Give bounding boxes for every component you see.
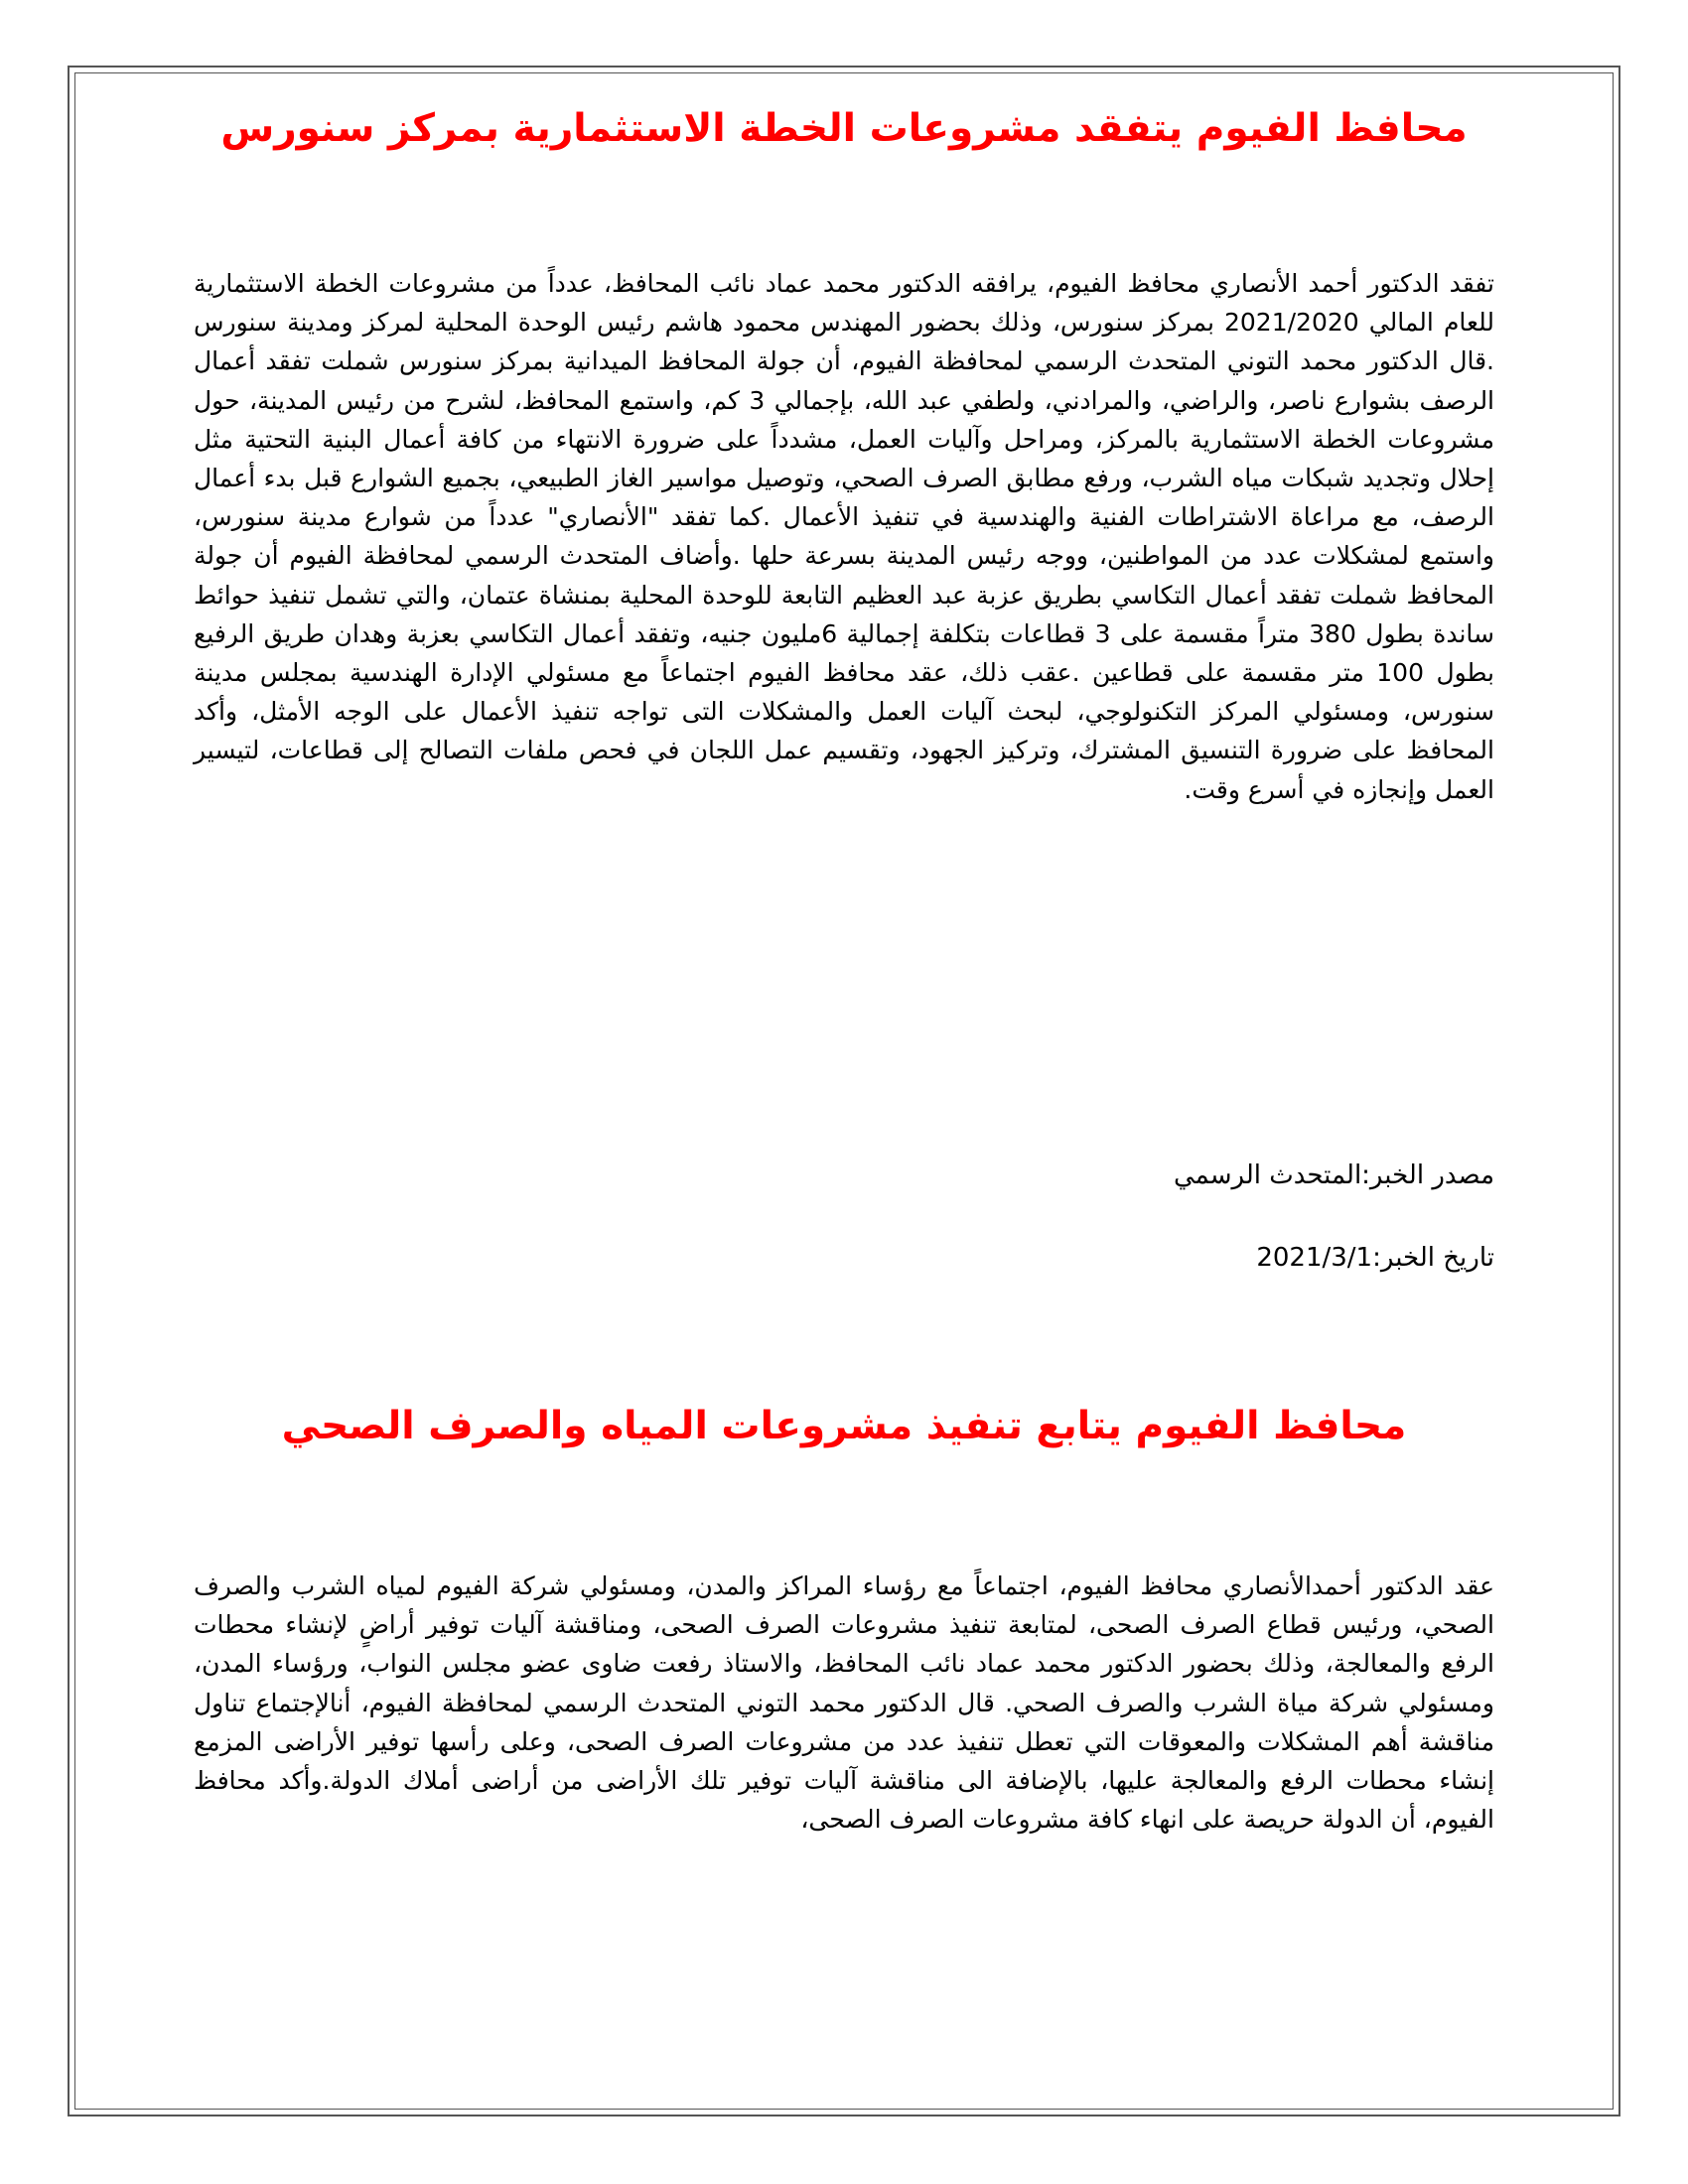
article-1-body: تفقد الدكتور أحمد الأنصاري محافظ الفيوم، يرافقه الدكتور محمد عماد نائب المحافظ، عدداً من مشروعات الخطة الاستثمارية للعام المالي 2021/2020 بمركز سنورس، وذلك بحضور المهندس محمود هاشم رئيس الوحدة المحلية لمركز ومدينة سنورس .قال الدكتور محمد التوني المتحدث الرسمي لمحافظة الفيوم، أن جولة المحافظ الميدانية بمركز سنورس شملت تفقد أعمال الرصف بشوارع ناصر، والراضي، والمرادني، ولطفي عبد الله، بإجمالي 3 كم، واستمع المحافظ، لشرح من رئيس المدينة، حول مشروعات الخطة الاستثمارية بالمركز، ومراحل وآليات العمل، مشدداً على ضرورة الانتهاء من كافة أعمال البنية التحتية مثل إحلال وتجديد شبكات مياه الشرب، ورفع مطابق الصرف الصحي، وتوصيل مواسير الغاز الطبيعي، بجميع الشوارع قبل بدء أعمال الرصف، مع مراعاة الاشتراطات الفنية والهندسية في تنفيذ الأعمال .كما تفقد "الأنصاري" عدداً من شوارع مدينة سنورس، واستمع لمشكلات عدد من المواطنين، ووجه رئيس المدينة بسرعة حلها .وأضاف المتحدث الرسمي لمحافظة الفيوم أن جولة المحافظ شملت تفقد أعمال التكاسي بطريق عزبة عبد العظيم التابعة للوحدة المحلية بمنشاة عتمان، والتي تشمل تنفيذ حوائط ساندة بطول 380 متراً مقسمة على 3 قطاعات بتكلفة إجمالية 6مليون جنيه، وتفقد أعمال التكاسي بعزبة وهدان طريق الرفيع بطول 100 متر مقسمة على قطاعين .عقب ذلك، عقد محافظ الفيوم اجتماعاً مع مسئولي الإدارة الهندسية بمجلس مدينة سنورس، ومسئولي المركز التكنولوجي، لبحث آليات العمل والمشكلات التى تواجه تنفيذ الأعمال على الوجه الأمثل، وأكد المحافظ على ضرورة التنسيق المشترك، وتركيز الجهود، وتقسيم عمل اللجان في فحص ملفات التصالح إلى قطاعات، لتيسير العمل وإنجازه في أسرع وقت.	[194, 269, 1495, 804]
article-2-body: عقد الدكتور أحمدالأنصاري محافظ الفيوم، اجتماعاً مع رؤساء المراكز والمدن، ومسئولي شركة الفيوم لمياه الشرب والصرف الصحي، ورئيس قطاع الصرف الصحى، لمتابعة تنفيذ مشروعات الصرف الصحى، ومناقشة آليات توفير أراضٍ لإنشاء محطات الرفع والمعالجة، وذلك بحضور الدكتور محمد عماد نائب المحافظ، والاستاذ رفعت ضاوى عضو مجلس النواب، ورؤساء المدن، ومسئولي شركة مياة الشرب والصرف الصحي. قال الدكتور محمد التوني المتحدث الرسمي لمحافظة الفيوم، أنالإجتماع تناول مناقشة أهم المشكلات والمعوقات التي تعطل تنفيذ عدد من مشروعات الصرف الصحى، وعلى رأسها توفير الأراضى المزمع إنشاء محطات الرفع والمعالجة عليها، بالإضافة الى مناقشة آليات توفير تلك الأراضى من أراضى أملاك الدولة.وأكد محافظ الفيوم، أن الدولة حريصة على انهاء كافة مشروعات الصرف الصحى،	[194, 1571, 1494, 1835]
article-2-headline: محافظ الفيوم يتابع تنفيذ مشروعات المياه والصرف الصحي	[281, 1404, 1407, 1448]
article-1-headline: محافظ الفيوم يتفقد مشروعات الخطة الاستثمارية بمركز سنورس	[220, 106, 1468, 151]
article-1-date: تاريخ الخبر:2021/3/1	[1256, 1243, 1494, 1273]
article-1-source: مصدر الخبر:المتحدث الرسمي	[1174, 1160, 1494, 1190]
